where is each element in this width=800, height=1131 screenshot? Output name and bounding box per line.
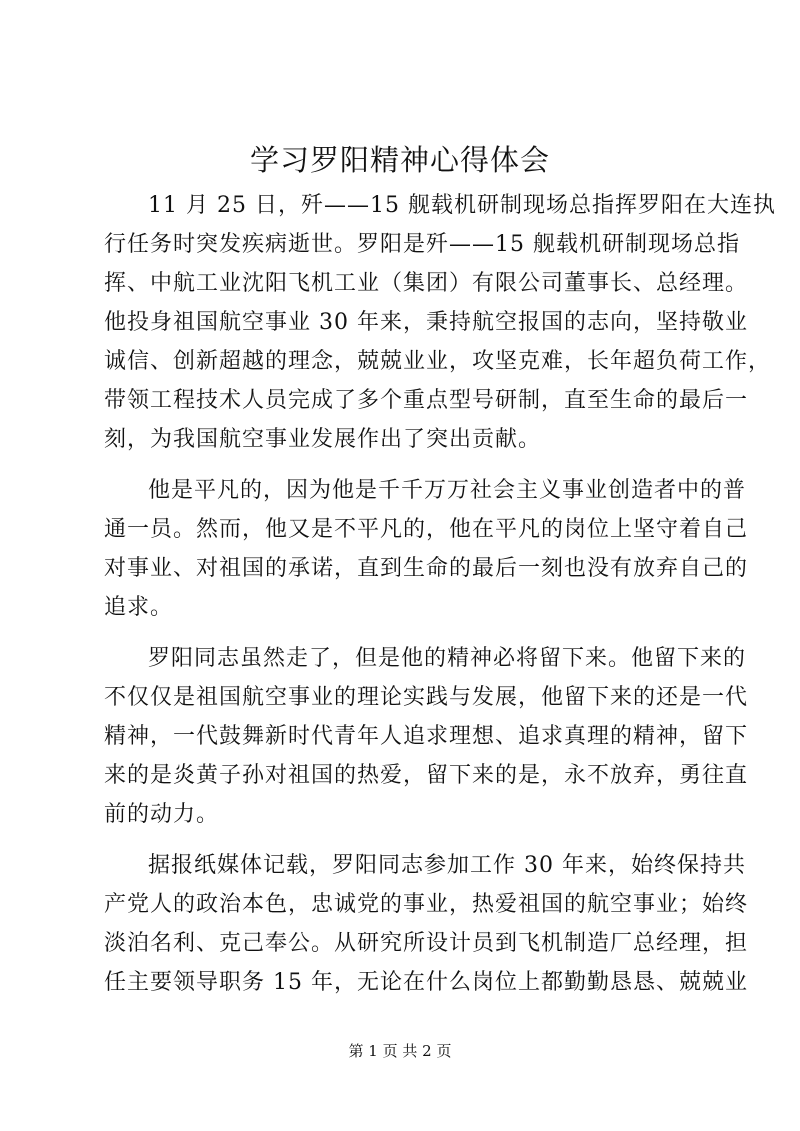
text-line: 前的动力。: [104, 802, 220, 827]
document-title: 学习罗阳精神心得体会: [249, 143, 550, 177]
text-line: 不仅仅是祖国航空事业的理论实践与发展，他留下来的还是一代: [104, 685, 749, 710]
text-line: 挥、中航工业沈阳飞机工业（集团）有限公司董事长、总经理。: [104, 271, 749, 296]
text-line: 他是平凡的，因为他是千千万万社会主义事业创造者中的普: [148, 478, 747, 503]
paragraph-2: [104, 471, 749, 627]
text-line: 任主要领导职务 15 年，无论在什么岗位上都勤勤恳恳、兢兢业: [104, 970, 748, 995]
paragraph-1: [104, 186, 776, 459]
text-line: 精神，一代鼓舞新时代青年人追求理想、追求真理的精神，留下: [104, 724, 749, 749]
document-body: [104, 186, 776, 1002]
text-line: 淡泊名利、克己奉公。从研究所设计员到飞机制造厂总经理，担: [104, 931, 749, 956]
text-line: 来的是炎黄子孙对祖国的热爱，留下来的是，永不放弃，勇往直: [104, 763, 749, 788]
paragraph-4: [104, 846, 749, 1002]
text-line: 他投身祖国航空事业 30 年来，秉持航空报国的志向，坚持敬业: [104, 310, 748, 335]
text-line: 产党人的政治本色，忠诚党的事业，热爱祖国的航空事业；始终: [104, 892, 749, 917]
text-line: 罗阳同志虽然走了，但是他的精神必将留下来。他留下来的: [148, 646, 747, 671]
text-line: 通一员。然而，他又是不平凡的，他在平凡的岗位上坚守着自己: [104, 517, 749, 542]
text-line: 带领工程技术人员完成了多个重点型号研制，直至生命的最后一: [104, 388, 749, 413]
paragraph-3: [104, 639, 749, 834]
text-line: 刻，为我国航空事业发展作出了突出贡献。: [104, 427, 542, 452]
text-line: 11 月 25 日，歼——15 舰载机研制现场总指挥罗阳在大连执: [148, 193, 776, 218]
text-line: 诚信、创新超越的理念，兢兢业业，攻坚克难，长年超负荷工作，: [104, 349, 772, 374]
text-line: 追求。: [104, 595, 174, 620]
page-number-footer: 第 1 页 共 2 页: [348, 1042, 452, 1060]
text-line: 行任务时突发疾病逝世。罗阳是歼——15 舰载机研制现场总指: [104, 232, 740, 257]
text-line: 据报纸媒体记载，罗阳同志参加工作 30 年来，始终保持共: [148, 853, 746, 878]
text-line: 对事业、对祖国的承诺，直到生命的最后一刻也没有放弃自己的: [104, 556, 749, 581]
